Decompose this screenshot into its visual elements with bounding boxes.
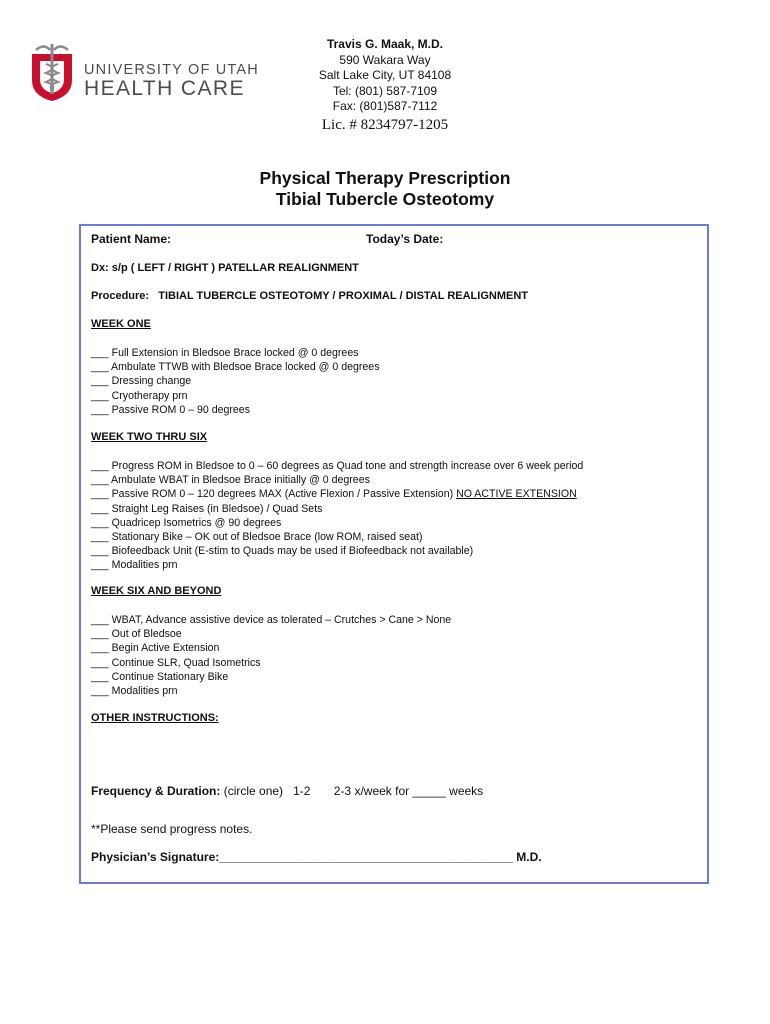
procedure-label: Procedure: xyxy=(91,290,150,302)
page-title xyxy=(150,168,620,210)
procedure-line xyxy=(91,290,528,302)
list-item[interactable]: ___ Ambulate TTWB with Bledsoe Brace locked @ 0 degrees xyxy=(91,361,380,374)
doctor-name: Travis G. Maak, M.D. xyxy=(326,37,444,51)
list-item[interactable]: ___ WBAT, Advance assistive device as tolerated – Crutches > Cane > None xyxy=(91,614,452,626)
doctor-city: Salt Lake City, UT 84108 xyxy=(318,68,452,82)
list-item[interactable]: ___ Ambulate WBAT in Bledsoe Brace initially @ 0 degrees xyxy=(91,474,370,487)
frequency-option-1[interactable]: 1-2 xyxy=(293,784,311,798)
progress-notes-line: **Please send progress notes. xyxy=(91,822,253,836)
week-two-heading: WEEK TWO THRU SIX xyxy=(91,431,208,443)
frequency-label: Frequency & Duration: xyxy=(91,784,221,798)
week-six-heading: WEEK SIX AND BEYOND xyxy=(91,585,222,597)
todays-date-label[interactable]: Today’s Date: xyxy=(366,232,444,246)
signature-field[interactable]: ____________________________________________ xyxy=(219,850,513,864)
week-six-list xyxy=(91,613,451,698)
frequency-note: (circle one) xyxy=(223,784,284,798)
procedure-value: TIBIAL TUBERCLE OSTEOTOMY / PROXIMAL / DISTAL REALIGNMENT xyxy=(158,290,528,302)
list-item[interactable]: ___ Stationary Bike – OK out of Bledsoe Brace (low ROM, raised seat) xyxy=(91,531,423,544)
patient-name-label[interactable]: Patient Name: xyxy=(91,232,172,246)
list-item[interactable]: ___ Full Extension in Bledsoe Brace locked @ 0 degrees xyxy=(91,347,359,359)
week-one-list xyxy=(91,346,380,417)
doctor-fax: Fax: (801)587-7112 xyxy=(332,99,438,113)
list-item[interactable]: ___ Quadricep Isometrics @ 90 degrees xyxy=(91,516,282,529)
title-line2: Tibial Tubercle Osteotomy xyxy=(275,189,495,209)
week-one-heading: WEEK ONE xyxy=(91,318,151,330)
frequency-line xyxy=(91,784,483,798)
list-item[interactable]: ___ Begin Active Extension xyxy=(91,642,220,655)
other-instructions-heading[interactable]: OTHER INSTRUCTIONS: xyxy=(91,712,219,724)
list-item-text: ___ Passive ROM 0 – 120 degrees MAX (Active Flexion / Passive Extension) xyxy=(91,488,457,501)
list-item[interactable]: ___ Out of Bledsoe xyxy=(91,628,182,641)
signature-label: Physician’s Signature: xyxy=(91,850,220,864)
doctor-tel: Tel: (801) 587-7109 xyxy=(332,83,438,98)
prescription-form xyxy=(79,224,709,884)
list-item[interactable]: ___ Cryotherapy prn xyxy=(91,389,188,402)
list-item[interactable]: ___ Passive ROM 0 – 90 degrees xyxy=(91,403,250,416)
signature-suffix: M.D. xyxy=(516,850,542,864)
caduceus-shield-icon xyxy=(28,44,76,102)
diagnosis-line: Dx: s/p ( LEFT / RIGHT ) PATELLAR REALIGNMENT xyxy=(91,262,359,274)
list-item[interactable]: ___ Continue SLR, Quad Isometrics xyxy=(91,656,261,669)
list-item[interactable]: ___ Straight Leg Raises (in Bledsoe) / Quad Sets xyxy=(91,502,323,515)
no-active-extension-note: NO ACTIVE EXTENSION xyxy=(456,488,577,501)
logo-healthcare-text: HEALTH CARE xyxy=(84,77,245,100)
list-item[interactable]: ___ Biofeedback Unit (E-stim to Quads may be used if Biofeedback not available) xyxy=(91,545,474,558)
frequency-option-2[interactable]: 2-3 x/week for _____ weeks xyxy=(333,784,484,798)
list-item[interactable]: ___ Progress ROM in Bledsoe to 0 – 60 degrees as Quad tone and strength increase over 6 week period xyxy=(91,460,584,472)
doctor-info xyxy=(270,37,500,133)
logo-university-text: UNIVERSITY OF UTAH xyxy=(84,62,259,78)
title-line1: Physical Therapy Prescription xyxy=(259,168,511,188)
list-item[interactable]: ___ Modalities prn xyxy=(91,685,178,698)
doctor-license: Lic. # 8234797-1205 xyxy=(321,116,449,133)
list-item[interactable]: ___ Dressing change xyxy=(91,375,192,388)
doctor-address: 590 Wakara Way xyxy=(339,52,431,67)
list-item[interactable]: ___ Modalities prn xyxy=(91,559,178,572)
university-logo xyxy=(28,44,268,106)
week-two-list xyxy=(91,459,583,573)
signature-line xyxy=(91,850,542,864)
list-item[interactable] xyxy=(91,487,583,501)
list-item[interactable]: ___ Continue Stationary Bike xyxy=(91,670,229,683)
